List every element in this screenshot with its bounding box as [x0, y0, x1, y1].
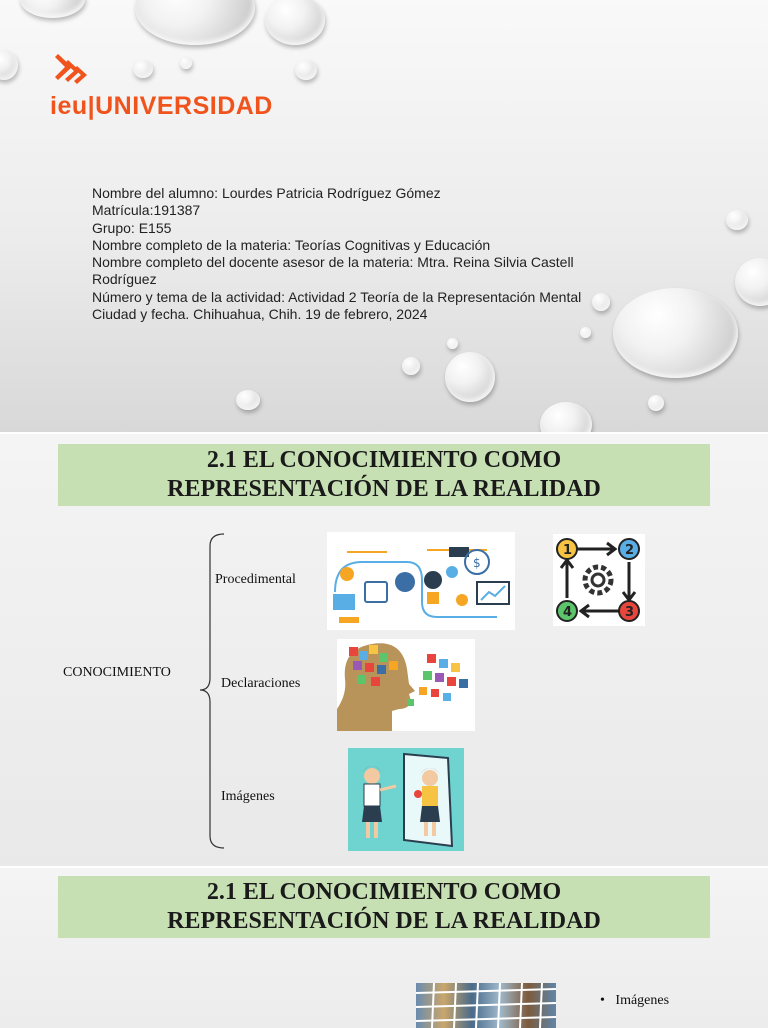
water-drop	[447, 338, 458, 349]
step-4-label: 4	[563, 605, 573, 620]
teacher-line: Nombre completo del docente asesor de la materia: Mtra. Reina Silvia Castell Rodríguez	[92, 254, 574, 288]
university-logo-icon	[50, 52, 96, 92]
bullet-imagenes: Imágenes	[615, 993, 670, 1008]
image-collage	[416, 983, 556, 1028]
mirror-girl-icon	[348, 748, 464, 851]
mirror-illustration	[348, 748, 464, 851]
step-2-label: 2	[625, 543, 635, 558]
bullet-list-item	[600, 993, 669, 1009]
slide-title-2: 2.1 EL CONOCIMIENTO COMO REPRESENTACIÓN DE LA REALIDAD	[167, 879, 601, 934]
slide-title: 2.1 EL CONOCIMIENTO COMO REPRESENTACIÓN DE LA REALIDAD	[167, 447, 601, 502]
water-drop	[726, 210, 748, 230]
activity-line: Número y tema de la actividad: Actividad 2 Teoría de la Representación Mental	[92, 288, 582, 305]
water-drop	[0, 50, 18, 80]
water-drop	[135, 0, 255, 45]
water-drop	[580, 327, 591, 338]
head-letters-icon	[337, 639, 475, 731]
workflow-illustration	[327, 532, 515, 630]
water-drop	[295, 60, 317, 80]
student-info-block	[92, 185, 612, 323]
root-label: CONOCIMIENTO	[63, 665, 171, 680]
step-3-label: 3	[625, 605, 635, 620]
city-date-line: Ciudad y fecha. Chihuahua, Chih. 19 de febrero, 2024	[92, 306, 428, 323]
subject-line: Nombre completo de la materia: Teorías Cognitivas y Educación	[92, 236, 491, 253]
workflow-icons	[327, 532, 515, 630]
step-1-label: 1	[563, 543, 573, 558]
university-logo-text: ieu|UNIVERSIDAD	[50, 92, 273, 120]
water-drop	[265, 0, 325, 45]
water-drop	[180, 57, 192, 69]
water-drop	[445, 352, 495, 402]
svg-text:$: $	[473, 556, 481, 570]
process-cycle-icon	[553, 534, 645, 626]
water-drop	[613, 288, 738, 378]
slide-title-box	[58, 444, 710, 506]
group-line: Grupo: E155	[92, 219, 172, 236]
cover-slide	[0, 0, 768, 432]
knowledge-slide	[0, 434, 768, 866]
water-drop	[648, 395, 664, 411]
knowledge-slide-2	[0, 868, 768, 1028]
water-drop	[133, 60, 153, 78]
bullet-icon: •	[600, 993, 605, 1008]
student-name-line: Nombre del alumno: Lourdes Patricia Rodríguez Gómez	[92, 185, 441, 201]
declarative-head-illustration	[337, 639, 475, 731]
branch-declaraciones: Declaraciones	[221, 676, 301, 691]
water-drop	[540, 402, 592, 432]
water-drop	[402, 357, 420, 375]
slide-title-box-2	[58, 876, 710, 938]
water-drop	[236, 390, 260, 410]
branch-imagenes: Imágenes	[221, 789, 275, 804]
photo-grid-icon	[416, 983, 556, 1028]
branch-procedimental: Procedimental	[215, 572, 296, 587]
water-drop	[20, 0, 85, 18]
water-drop	[735, 258, 768, 306]
enrollment-line: Matrícula:191387	[92, 202, 201, 219]
